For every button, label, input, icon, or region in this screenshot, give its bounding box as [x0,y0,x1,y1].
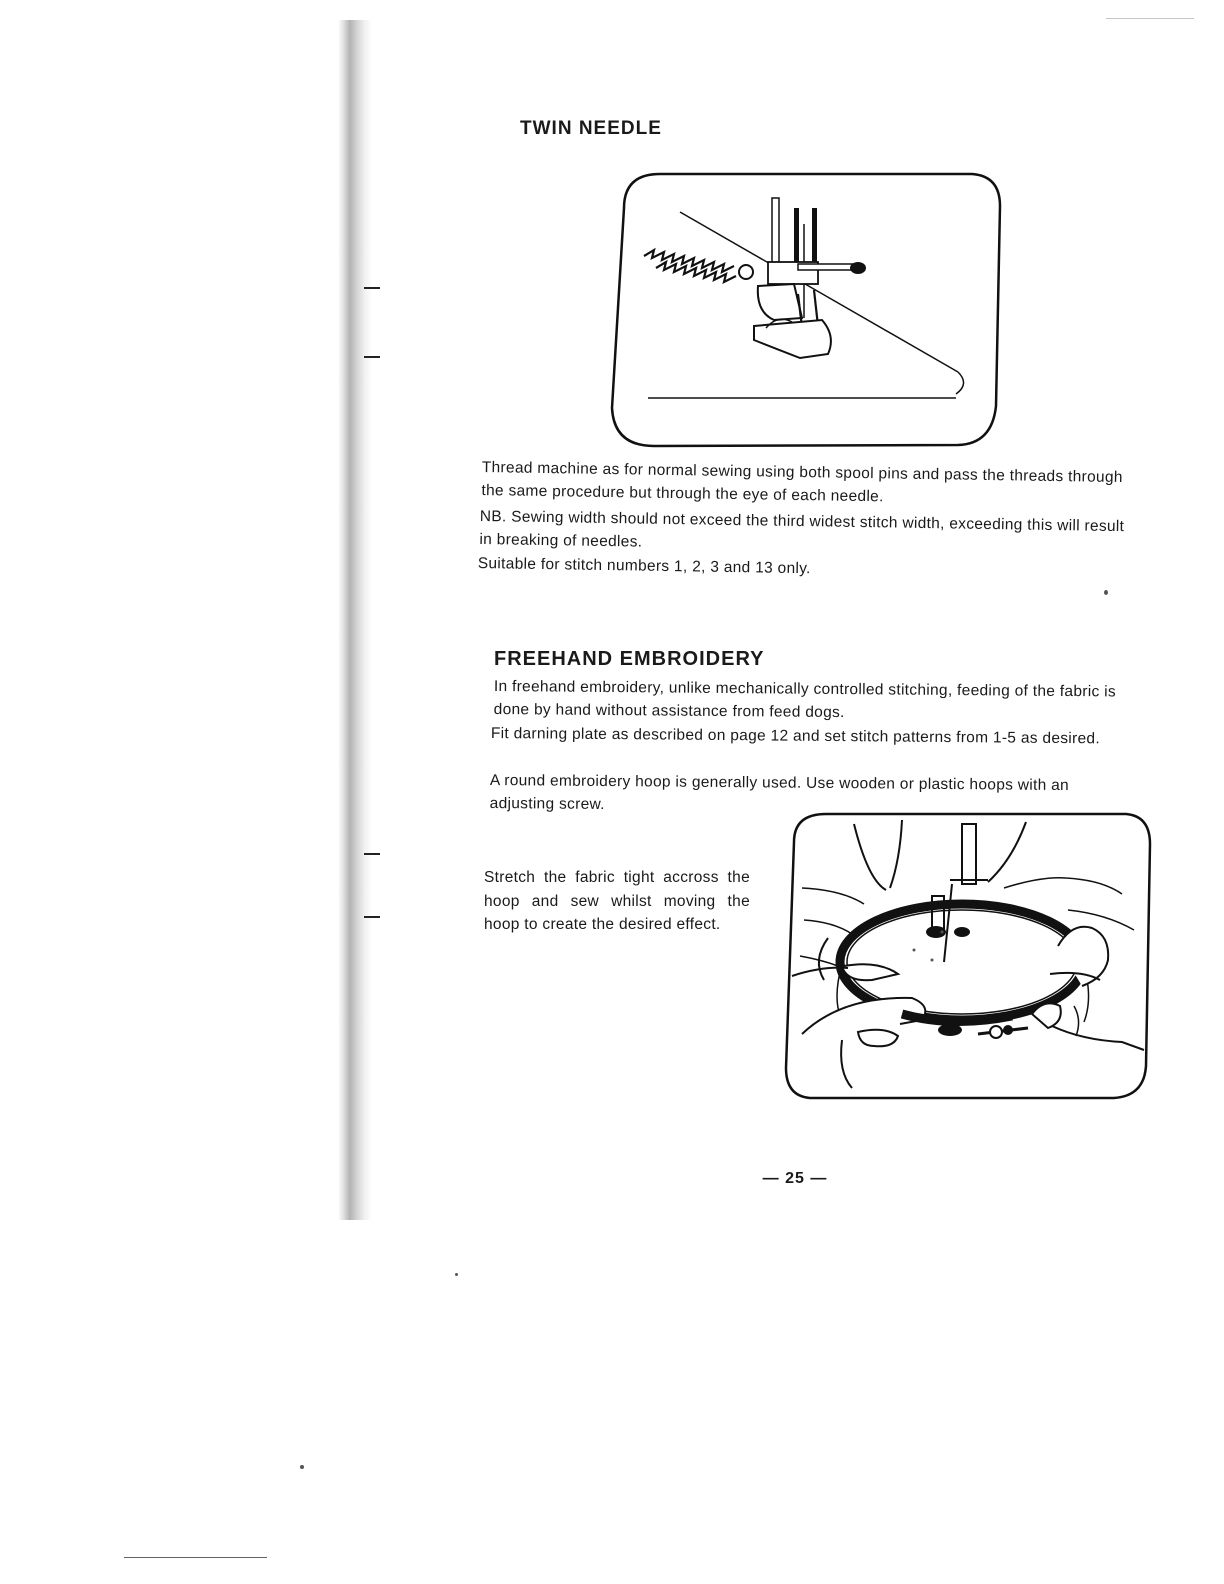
scan-edge-line [1106,18,1194,19]
freehand-paragraph: In freehand embroidery, unlike mechanically controlled stitching, feeding of the fabric is done by hand without assistance from feed dogs. [493,677,1117,722]
freehand-paragraph: A round embroidery hoop is generally used. Use wooden or plastic hoops with an adjusting screw. [489,771,1070,814]
twin-needle-paragraph: Thread machine as for normal sewing using both spool pins and pass the threads through the same procedure but through the eye of each needle. [481,458,1123,506]
speck [455,1273,458,1276]
twin-needle-heading: TWIN NEEDLE [520,118,662,139]
twin-needle-paragraph: NB. Sewing width should not exceed the third widest stitch width, exceeding this will result in breaking of needles. [479,507,1125,551]
binding-shadow [338,20,372,1220]
embroidery-hoop-illustration [782,810,1154,1104]
hoop-instruction-note: Stretch the fabric tight accross the hoop and sew whilst moving the hoop to create the desired effect. [484,869,750,933]
footer-link-underline [124,1557,267,1558]
twin-needle-illustration [608,168,1004,452]
binding-mark [364,356,380,358]
freehand-embroidery-heading: FREEHAND EMBROIDERY [494,648,765,670]
freehand-paragraph: Fit darning plate as described on page 12 and set stitch patterns from 1-5 as desired. [490,724,1101,748]
speck [300,1465,304,1469]
binding-mark [364,853,380,855]
twin-needle-paragraph: Suitable for stitch numbers 1, 2, 3 and 13 only. [477,554,811,578]
speck [1104,590,1108,595]
page-number: — 25 — [762,1170,828,1187]
binding-mark [364,916,380,918]
binding-mark [364,287,380,289]
